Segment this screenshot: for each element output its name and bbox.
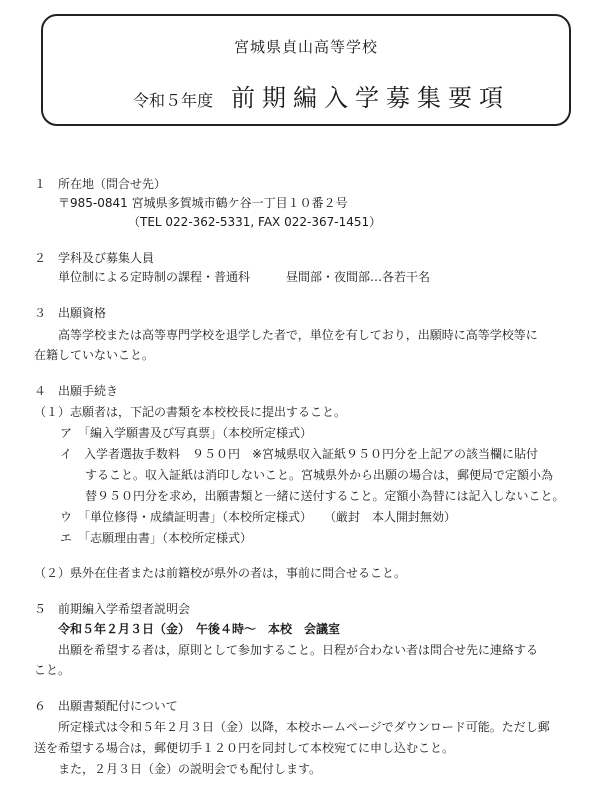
address-line: 〒985-0841 宮城県多賀城市鶴ケ谷一丁目１０番２号 [58,196,348,210]
title-box [41,14,571,126]
section-1-heading: １ 所在地（問合せ先） [34,177,167,191]
section-6-heading: ６ 出願書類配付について [34,699,178,713]
title-heading: 前期編入学募集要項 [231,84,511,112]
section-3-heading: ３ 出願資格 [34,306,107,320]
session-note-1: 出願を希望する者は，原則として参加すること。日程が合わない者は問合せ先に連絡する [58,643,539,657]
school-name: 宮城県貞山高等学校 [233,38,378,56]
procedure-2: （２）県外在住者または前籍校が県外の者は，事前に問合せること。 [34,566,407,580]
title-year: 令和５年度 [133,91,214,110]
distribution-line-3: また，２月３日（金）の説明会でも配付します。 [58,762,322,776]
distribution-line-1: 所定様式は令和５年２月３日（金）以降，本校ホームページでダウンロード可能。ただし郵 [58,720,550,734]
title-main [133,78,510,113]
item-a: ア 「編入学願書及び写真票」（本校所定様式） [60,426,313,440]
eligibility-line-1: 高等学校または高等専門学校を退学した者で，単位を有しており，出願時に高等学校等に [58,328,538,342]
section-5-heading: ５ 前期編入学希望者説明会 [34,602,191,616]
item-u: ウ 「単位修得・成績証明書」（本校所定様式） （厳封 本人開封無効） [60,510,457,524]
section-2-heading: ２ 学科及び募集人員 [34,251,155,265]
procedure-1: （１）志願者は，下記の書類を本校校長に提出すること。 [34,405,347,419]
item-i-line-3: 替９５０円分を求め，出願書類と一緒に送付すること。定額小為替には記入しないこと。 [85,489,565,503]
distribution-line-2: 送を希望する場合は，郵便切手１２０円を同封して本校宛てに申し込むこと。 [34,741,455,755]
item-i-line-1: イ 入学者選抜手数料 ９５０円 ※宮城県収入証紙９５０円分を上記アの該当欄に貼付 [60,447,539,461]
contact-line: （TEL 022-362-5331, FAX 022-367-1451） [128,215,382,229]
item-e: エ 「志願理由書」（本校所定様式） [60,531,253,545]
session-note-2: こと。 [34,663,71,677]
course-line: 単位制による定時制の課程・普通科 昼間部・夜間部…各若干名 [58,270,431,284]
session-datetime: 令和５年２月３日（金） 午後４時～ 本校 会議室 [58,622,341,636]
item-i-line-2: すること。収入証紙は消印しないこと。宮城県外から出願の場合は，郵便局で定額小為 [85,468,554,482]
section-4-heading: ４ 出願手続き [34,384,119,398]
eligibility-line-2: 在籍していないこと。 [34,348,155,362]
